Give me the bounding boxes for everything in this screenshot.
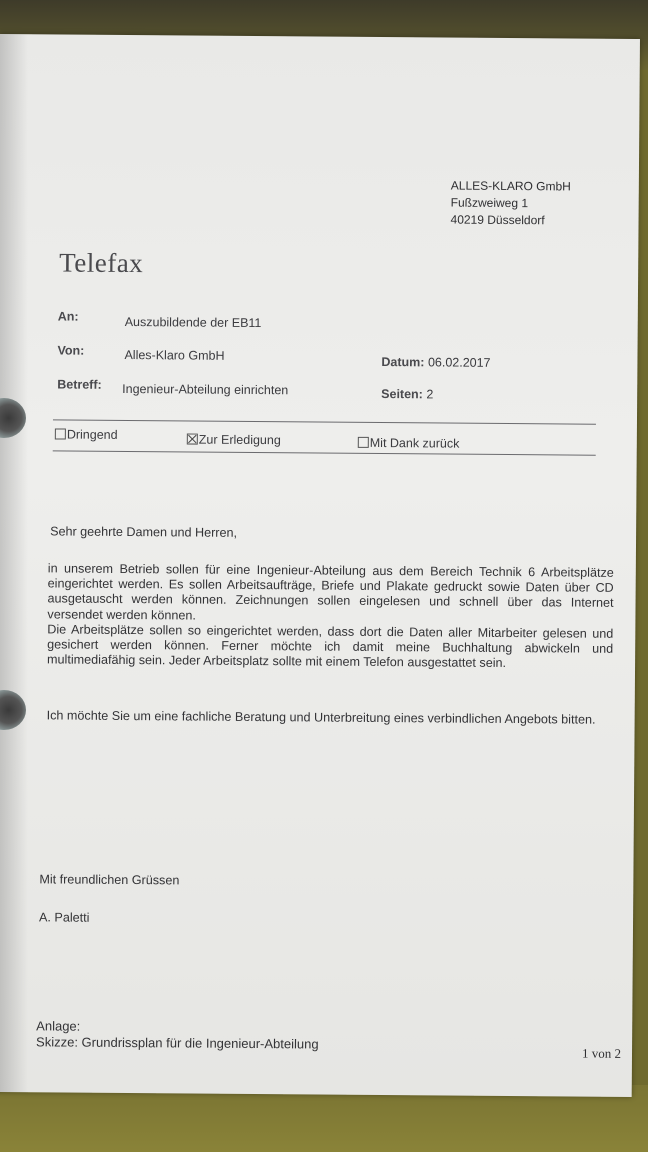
checkbox-box bbox=[55, 428, 66, 439]
sender-company: ALLES-KLARO GmbH bbox=[450, 178, 571, 194]
attachment-label: Anlage: bbox=[36, 1018, 81, 1034]
body-paragraph-2: Die Arbeitsplätze sollen so eingerichtet werden, dass dort die Daten aller Mitarbeiter gelesen und gesichert werden können. Ferner möchte ich damit meine Buchhaltung abwickeln und multimediafähig sein. Jeder Arbeitsplatz sollte mit einem Telefon ausgestattet sein. bbox=[47, 622, 614, 671]
pages-label: Seiten: bbox=[381, 387, 423, 402]
checkbox-label: Mit Dank zurück bbox=[369, 435, 460, 451]
checkbox-box bbox=[358, 437, 369, 448]
document-title: Telefax bbox=[59, 247, 144, 279]
from-label: Von: bbox=[57, 343, 85, 358]
header-rule-top bbox=[53, 419, 596, 424]
checkbox-box-checked bbox=[187, 433, 198, 444]
salutation: Sehr geehrte Damen und Herren, bbox=[50, 524, 238, 540]
body-paragraph-3: Ich möchte Sie um eine fachliche Beratung und Unterbreitung eines verbindlichen Angebots bitten. bbox=[46, 708, 596, 727]
checkbox-zur-erledigung[interactable] bbox=[187, 432, 281, 447]
checkbox-dringend[interactable] bbox=[55, 427, 118, 441]
date-field bbox=[381, 355, 490, 370]
from-value: Alles-Klaro GmbH bbox=[124, 347, 225, 363]
closing: Mit freundlichen Grüssen bbox=[39, 872, 180, 888]
attachment-item: Skizze: Grundrissplan für die Ingenieur-Abteilung bbox=[36, 1034, 319, 1052]
sender-address bbox=[450, 178, 570, 230]
subject-label: Betreff: bbox=[57, 377, 102, 392]
subject-value: Ingenieur-Abteilung einrichten bbox=[122, 381, 289, 398]
pages-field bbox=[381, 387, 433, 401]
sender-street: Fußzweiweg 1 bbox=[450, 195, 529, 211]
date-label: Datum: bbox=[381, 355, 425, 370]
to-value: Auszubildende der EB11 bbox=[124, 314, 262, 331]
checkbox-label: Dringend bbox=[66, 427, 118, 442]
date-value: 06.02.2017 bbox=[427, 355, 491, 370]
checkbox-label: Zur Erledigung bbox=[198, 432, 281, 448]
signature: A. Paletti bbox=[39, 910, 90, 925]
pages-value: 2 bbox=[426, 387, 434, 402]
to-label: An: bbox=[57, 309, 79, 324]
checkbox-mit-dank-zurueck[interactable] bbox=[358, 436, 460, 451]
body-paragraph-1: in unserem Betrieb sollen für eine Ingenieur-Abteilung aus dem Bereich Technik 6 Arbeitsplätze eingerichtet werden. Es sollen Arbeitsaufträge, Briefe und Plakate gedruckt sowie Daten über CD ausgetauscht werden können. Zeichnungen sollen eingelesen und schnell über das Internet versendet werden können. bbox=[47, 561, 614, 623]
sheet-left-shade bbox=[0, 34, 28, 1092]
sender-city: 40219 Düsseldorf bbox=[450, 212, 545, 228]
page-number: 1 von 2 bbox=[581, 1045, 622, 1061]
fax-sheet bbox=[0, 34, 640, 1097]
header-rule-bottom bbox=[53, 450, 596, 455]
